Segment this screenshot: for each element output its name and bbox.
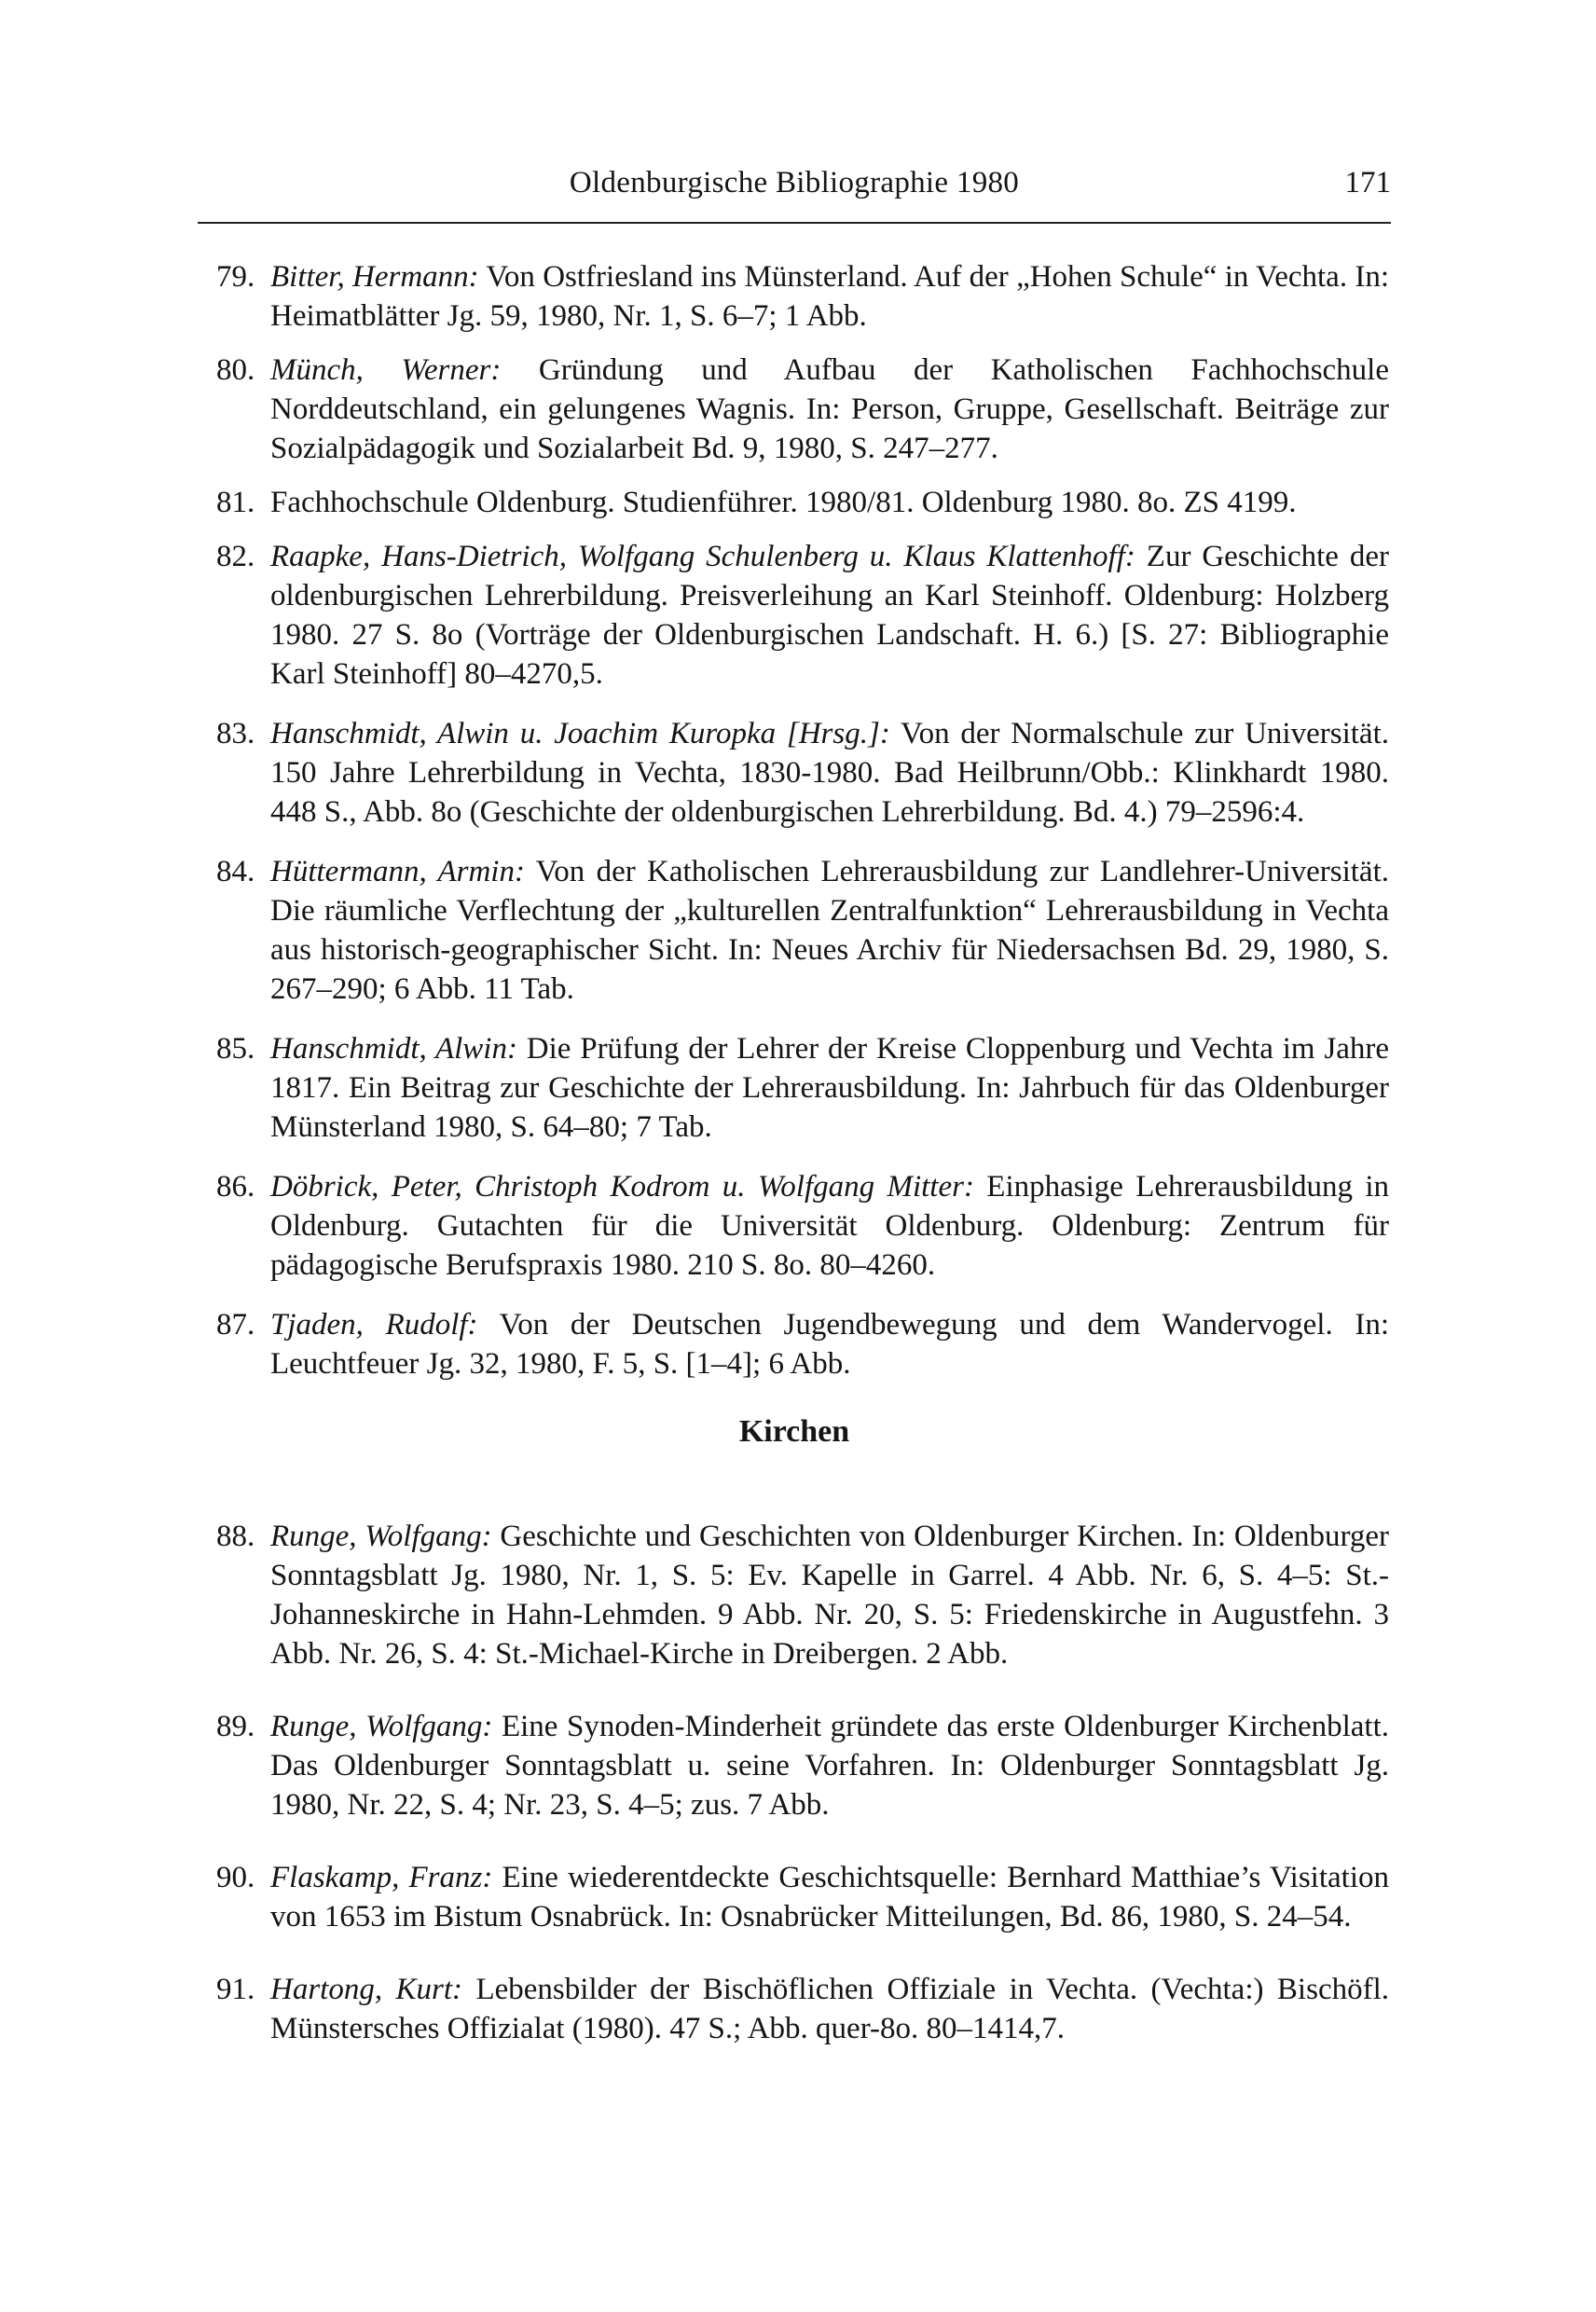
entry-author: Runge, Wolfgang: — [270, 1520, 492, 1553]
bib-entry-91 — [216, 1970, 1389, 2048]
entry-number: 88. — [216, 1520, 255, 1553]
bib-entry-88 — [216, 1517, 1389, 1673]
entry-number: 89. — [216, 1710, 255, 1743]
entry-author: Raapke, Hans-Dietrich, Wolfgang Schulenberg u. Klaus Klattenhoff: — [270, 540, 1135, 573]
entry-number: 90. — [216, 1861, 255, 1894]
entry-text: Gründung und Aufbau der Katholischen Fachhochschule Norddeutschland, ein gelungenes Wagnis. In: Person, Gruppe, Gesellschaft. Beiträge zur Sozialpädagogik und Sozialarbeit Bd. 9, 1980, S. 247–277. — [270, 353, 1389, 465]
entry-text: Lebensbilder der Bischöflichen Offiziale in Vechta. (Vechta:) Bischöfl. Münstersches Offizialat (1980). 47 S.; Abb. quer-8o. 80–1414,7. — [270, 1973, 1389, 2045]
entry-text: Geschichte und Geschichten von Oldenburger Kirchen. In: Oldenburger Sonntagsblatt Jg. 1980, Nr. 1, S. 5: Ev. Kapelle in Garrel. 4 Abb. Nr. 6, S. 4–5: St.-Johanneskirche in Hahn-Lehmden. 9 Abb. Nr. 20, S. 5: Friedenskirche in Augustfehn. 3 Abb. Nr. 26, S. 4: St.-Michael-Kirche in Dreibergen. 2 Abb. — [270, 1520, 1389, 1671]
entry-author: Münch, Werner: — [270, 353, 502, 387]
header-rule — [198, 222, 1391, 224]
entry-number: 83. — [216, 717, 255, 750]
entry-number: 79. — [216, 260, 255, 294]
entry-text: Von der Deutschen Jugendbewegung und dem Wandervogel. In: Leuchtfeuer Jg. 32, 1980, F. 5, S. [1–4]; 6 Abb. — [270, 1308, 1390, 1381]
entry-number: 84. — [216, 855, 255, 888]
bib-entry-90 — [216, 1858, 1389, 1936]
entry-author: Döbrick, Peter, Christoph Kodrom u. Wolfgang Mitter: — [270, 1170, 974, 1204]
entry-number: 85. — [216, 1032, 255, 1066]
entry-text: Eine Synoden-Minderheit gründete das erste Oldenburger Kirchenblatt. Das Oldenburger Sonntagsblatt u. seine Vorfahren. In: Oldenburger Sonntagsblatt Jg. 1980, Nr. 22, S. 4; Nr. 23, S. 4–5; zus. 7 Abb. — [270, 1710, 1389, 1822]
entry-number: 82. — [216, 540, 255, 573]
entry-text: Fachhochschule Oldenburg. Studienführer. 1980/81. Oldenburg 1980. 8o. ZS 4199. — [270, 486, 1297, 519]
entry-text: Von der Katholischen Lehrerausbildung zur Landlehrer-Universität. Die räumliche Verflechtung der „kulturellen Zentralfunktion“ Lehrerausbildung in Vechta aus historisch-geographischer Sicht. In: Neues Archiv für Niedersachsen Bd. 29, 1980, S. 267–290; 6 Abb. 11 Tab. — [270, 855, 1389, 1006]
running-title: Oldenburgische Bibliographie 1980 — [569, 166, 1020, 200]
bib-entry-84 — [216, 852, 1389, 1009]
entry-number: 80. — [216, 353, 255, 387]
bib-entry-83 — [216, 714, 1389, 832]
section-heading-kirchen: Kirchen — [738, 1414, 850, 1449]
entry-author: Hartong, Kurt: — [270, 1973, 463, 2006]
page-number: 171 — [1344, 166, 1391, 200]
running-header — [198, 166, 1391, 220]
entry-text: Einphasige Lehrerausbildung in Oldenburg. Gutachten für die Universität Oldenburg. Oldenburg: Zentrum für pädagogische Berufspraxis 1980. 210 S. 8o. 80–4260. — [270, 1170, 1390, 1282]
entry-number: 91. — [216, 1973, 255, 2006]
bib-entry-79 — [216, 257, 1389, 336]
entry-author: Hüttermann, Armin: — [270, 855, 525, 888]
bib-entry-87 — [216, 1305, 1389, 1383]
entry-number: 81. — [216, 486, 255, 519]
bibliography-list-churches — [216, 1517, 1389, 2082]
entry-number: 86. — [216, 1170, 255, 1204]
entry-author: Hanschmidt, Alwin: — [270, 1032, 517, 1066]
bib-entry-86 — [216, 1167, 1389, 1285]
bib-entry-81 — [216, 483, 1389, 522]
entry-author: Runge, Wolfgang: — [270, 1710, 493, 1743]
entry-text: Eine wiederentdeckte Geschichtsquelle: Bernhard Matthiae’s Visitation von 1653 im Bistum Osnabrück. In: Osnabrücker Mitteilungen, Bd. 86, 1980, S. 24–54. — [270, 1861, 1389, 1934]
bib-entry-85 — [216, 1029, 1389, 1147]
entry-text: Von Ostfriesland ins Münsterland. Auf der „Hohen Schule“ in Vechta. In: Heimatblätter Jg. 59, 1980, Nr. 1, S. 6–7; 1 Abb. — [270, 260, 1390, 333]
entry-author: Hanschmidt, Alwin u. Joachim Kuropka [Hrsg.]: — [270, 717, 890, 750]
bibliography-list-education — [216, 257, 1389, 1398]
entry-author: Bitter, Hermann: — [270, 260, 479, 294]
bib-entry-82 — [216, 537, 1389, 694]
entry-text: Von der Normalschule zur Universität. 150 Jahre Lehrerbildung in Vechta, 1830-1980. Bad Heilbrunn/Obb.: Klinkhardt 1980. 448 S., Abb. 8o (Geschichte der oldenburgischen Lehrerbildung. Bd. 4.) 79–2596:4. — [270, 717, 1389, 829]
entry-author: Tjaden, Rudolf: — [270, 1308, 478, 1342]
bib-entry-89 — [216, 1707, 1389, 1824]
entry-number: 87. — [216, 1308, 255, 1342]
entry-text: Die Prüfung der Lehrer der Kreise Cloppenburg und Vechta im Jahre 1817. Ein Beitrag zur Geschichte der Lehrerausbildung. In: Jahrbuch für das Oldenburger Münsterland 1980, S. 64–80; 7 Tab. — [270, 1032, 1389, 1144]
entry-text: Zur Geschichte der oldenburgischen Lehrerbildung. Preisverleihung an Karl Steinhoff. Oldenburg: Holzberg 1980. 27 S. 8o (Vorträge der Oldenburgischen Landschaft. H. 6.) [S. 27: Bibliographie Karl Steinhoff] 80–4270,5. — [270, 540, 1390, 691]
bib-entry-80 — [216, 351, 1389, 468]
entry-author: Flaskamp, Franz: — [270, 1861, 493, 1894]
